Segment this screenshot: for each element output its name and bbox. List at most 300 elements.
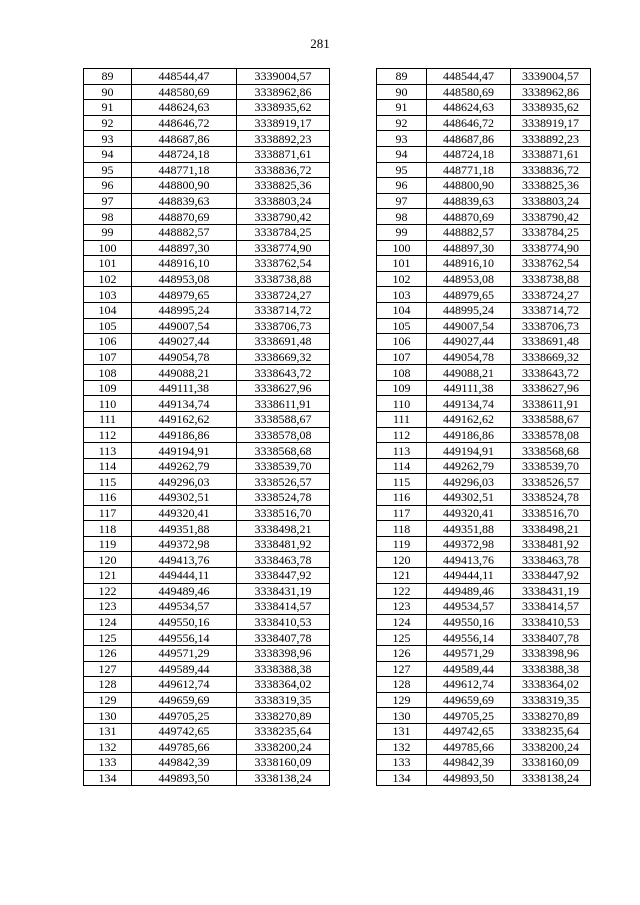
x-coordinate-cell: 448580,69	[427, 84, 511, 100]
point-number-cell: 93	[377, 131, 427, 147]
table-row	[84, 614, 330, 630]
point-number-cell: 90	[84, 84, 132, 100]
y-coordinate-cell: 3338724,27	[511, 287, 591, 303]
point-number-cell: 126	[84, 645, 132, 661]
point-number-cell: 96	[84, 178, 132, 194]
y-coordinate-cell: 3339004,57	[237, 69, 330, 85]
point-number-cell: 118	[377, 521, 427, 537]
x-coordinate-cell: 448839,63	[427, 193, 511, 209]
table-row	[84, 443, 330, 459]
x-coordinate-cell: 449054,78	[132, 349, 237, 365]
point-number-cell: 94	[377, 146, 427, 162]
x-coordinate-cell: 449320,41	[427, 505, 511, 521]
point-number-cell: 108	[84, 365, 132, 381]
point-number-cell: 132	[377, 739, 427, 755]
x-coordinate-cell: 448771,18	[132, 162, 237, 178]
y-coordinate-cell: 3338611,91	[237, 396, 330, 412]
point-number-cell: 111	[84, 412, 132, 428]
y-coordinate-cell: 3338588,67	[237, 412, 330, 428]
table-row	[84, 723, 330, 739]
y-coordinate-cell: 3338410,53	[511, 614, 591, 630]
point-number-cell: 95	[377, 162, 427, 178]
y-coordinate-cell: 3338539,70	[237, 458, 330, 474]
table-row	[377, 443, 591, 459]
table-row	[377, 380, 591, 396]
y-coordinate-cell: 3338919,17	[511, 115, 591, 131]
point-number-cell: 125	[84, 630, 132, 646]
x-coordinate-cell: 449444,11	[132, 568, 237, 584]
x-coordinate-cell: 449186,86	[427, 427, 511, 443]
y-coordinate-cell: 3338738,88	[511, 271, 591, 287]
y-coordinate-cell: 3338611,91	[511, 396, 591, 412]
table-row	[84, 131, 330, 147]
table-row	[84, 240, 330, 256]
x-coordinate-cell: 448979,65	[427, 287, 511, 303]
y-coordinate-cell: 3338762,54	[237, 256, 330, 272]
point-number-cell: 103	[84, 287, 132, 303]
table-row	[84, 568, 330, 584]
table-row	[84, 770, 330, 786]
y-coordinate-cell: 3338825,36	[511, 178, 591, 194]
y-coordinate-cell: 3338431,19	[237, 583, 330, 599]
table-row	[84, 69, 330, 85]
x-coordinate-cell: 449351,88	[427, 521, 511, 537]
point-number-cell: 121	[377, 568, 427, 584]
y-coordinate-cell: 3338691,48	[511, 334, 591, 350]
table-row	[377, 630, 591, 646]
x-coordinate-cell: 449489,46	[427, 583, 511, 599]
point-number-cell: 134	[377, 770, 427, 786]
table-row	[377, 302, 591, 318]
table-row	[84, 677, 330, 693]
point-number-cell: 120	[84, 552, 132, 568]
y-coordinate-cell: 3338447,92	[511, 568, 591, 584]
y-coordinate-cell: 3338319,35	[511, 692, 591, 708]
table-row	[84, 271, 330, 287]
x-coordinate-cell: 449589,44	[427, 661, 511, 677]
table-row	[377, 708, 591, 724]
y-coordinate-cell: 3338160,09	[511, 755, 591, 771]
table-row	[377, 193, 591, 209]
point-number-cell: 123	[84, 599, 132, 615]
table-row	[84, 380, 330, 396]
x-coordinate-cell: 449785,66	[132, 739, 237, 755]
table-row	[377, 521, 591, 537]
point-number-cell: 116	[84, 490, 132, 506]
y-coordinate-cell: 3338803,24	[237, 193, 330, 209]
x-coordinate-cell: 449007,54	[132, 318, 237, 334]
x-coordinate-cell: 449842,39	[132, 755, 237, 771]
table-row	[84, 630, 330, 646]
table-row	[84, 256, 330, 272]
table-body	[84, 69, 330, 786]
y-coordinate-cell: 3338398,96	[511, 645, 591, 661]
point-number-cell: 98	[377, 209, 427, 225]
point-number-cell: 125	[377, 630, 427, 646]
x-coordinate-cell: 449556,14	[132, 630, 237, 646]
x-coordinate-cell: 449194,91	[427, 443, 511, 459]
point-number-cell: 107	[84, 349, 132, 365]
table-row	[84, 146, 330, 162]
table-row	[84, 349, 330, 365]
point-number-cell: 119	[84, 536, 132, 552]
y-coordinate-cell: 3338431,19	[511, 583, 591, 599]
y-coordinate-cell: 3338516,70	[511, 505, 591, 521]
x-coordinate-cell: 449785,66	[427, 739, 511, 755]
table-row	[84, 458, 330, 474]
table-row	[377, 536, 591, 552]
point-number-cell: 104	[84, 302, 132, 318]
table-row	[377, 770, 591, 786]
table-row	[377, 755, 591, 771]
x-coordinate-cell: 449296,03	[427, 474, 511, 490]
table-row	[84, 334, 330, 350]
table-row	[377, 224, 591, 240]
point-number-cell: 126	[377, 645, 427, 661]
point-number-cell: 113	[377, 443, 427, 459]
x-coordinate-cell: 449162,62	[427, 412, 511, 428]
y-coordinate-cell: 3338714,72	[511, 302, 591, 318]
y-coordinate-cell: 3338539,70	[511, 458, 591, 474]
x-coordinate-cell: 449413,76	[427, 552, 511, 568]
point-number-cell: 127	[377, 661, 427, 677]
coordinates-table-left	[83, 68, 330, 786]
point-number-cell: 131	[377, 723, 427, 739]
y-coordinate-cell: 3338200,24	[237, 739, 330, 755]
x-coordinate-cell: 448897,30	[132, 240, 237, 256]
x-coordinate-cell: 448771,18	[427, 162, 511, 178]
x-coordinate-cell: 448953,08	[132, 271, 237, 287]
point-number-cell: 123	[377, 599, 427, 615]
x-coordinate-cell: 449054,78	[427, 349, 511, 365]
x-coordinate-cell: 448870,69	[427, 209, 511, 225]
x-coordinate-cell: 449162,62	[132, 412, 237, 428]
y-coordinate-cell: 3338568,68	[237, 443, 330, 459]
point-number-cell: 117	[84, 505, 132, 521]
table-row	[377, 100, 591, 116]
y-coordinate-cell: 3338627,96	[237, 380, 330, 396]
table-row	[377, 723, 591, 739]
coordinates-table-right	[376, 68, 591, 786]
point-number-cell: 127	[84, 661, 132, 677]
point-number-cell: 100	[377, 240, 427, 256]
y-coordinate-cell: 3338825,36	[237, 178, 330, 194]
y-coordinate-cell: 3338714,72	[237, 302, 330, 318]
y-coordinate-cell: 3338738,88	[237, 271, 330, 287]
y-coordinate-cell: 3338962,86	[237, 84, 330, 100]
point-number-cell: 101	[84, 256, 132, 272]
point-number-cell: 97	[84, 193, 132, 209]
table-row	[84, 692, 330, 708]
x-coordinate-cell: 449372,98	[132, 536, 237, 552]
x-coordinate-cell: 449534,57	[132, 599, 237, 615]
x-coordinate-cell: 449111,38	[132, 380, 237, 396]
table-row	[377, 583, 591, 599]
point-number-cell: 102	[377, 271, 427, 287]
table-row	[377, 365, 591, 381]
x-coordinate-cell: 449027,44	[132, 334, 237, 350]
x-coordinate-cell: 449134,74	[427, 396, 511, 412]
table-row	[377, 692, 591, 708]
x-coordinate-cell: 448687,86	[427, 131, 511, 147]
point-number-cell: 115	[84, 474, 132, 490]
point-number-cell: 114	[377, 458, 427, 474]
x-coordinate-cell: 449705,25	[132, 708, 237, 724]
x-coordinate-cell: 448544,47	[427, 69, 511, 85]
point-number-cell: 107	[377, 349, 427, 365]
table-row	[377, 599, 591, 615]
y-coordinate-cell: 3338138,24	[237, 770, 330, 786]
point-number-cell: 89	[377, 69, 427, 85]
x-coordinate-cell: 448724,18	[132, 146, 237, 162]
x-coordinate-cell: 448916,10	[132, 256, 237, 272]
y-coordinate-cell: 3338627,96	[511, 380, 591, 396]
table-row	[377, 645, 591, 661]
x-coordinate-cell: 449550,16	[132, 614, 237, 630]
table-row	[377, 178, 591, 194]
x-coordinate-cell: 448646,72	[427, 115, 511, 131]
point-number-cell: 113	[84, 443, 132, 459]
x-coordinate-cell: 449571,29	[427, 645, 511, 661]
y-coordinate-cell: 3338691,48	[237, 334, 330, 350]
y-coordinate-cell: 3338774,90	[511, 240, 591, 256]
y-coordinate-cell: 3338935,62	[237, 100, 330, 116]
x-coordinate-cell: 449893,50	[132, 770, 237, 786]
point-number-cell: 108	[377, 365, 427, 381]
table-row	[84, 536, 330, 552]
y-coordinate-cell: 3338319,35	[237, 692, 330, 708]
point-number-cell: 109	[377, 380, 427, 396]
x-coordinate-cell: 448646,72	[132, 115, 237, 131]
point-number-cell: 90	[377, 84, 427, 100]
y-coordinate-cell: 3338463,78	[511, 552, 591, 568]
point-number-cell: 105	[377, 318, 427, 334]
table-row	[377, 474, 591, 490]
y-coordinate-cell: 3338481,92	[237, 536, 330, 552]
page-number: 281	[310, 36, 330, 51]
y-coordinate-cell: 3338784,25	[237, 224, 330, 240]
x-coordinate-cell: 449111,38	[427, 380, 511, 396]
x-coordinate-cell: 449550,16	[427, 614, 511, 630]
y-coordinate-cell: 3338706,73	[237, 318, 330, 334]
point-number-cell: 112	[84, 427, 132, 443]
point-number-cell: 112	[377, 427, 427, 443]
point-number-cell: 96	[377, 178, 427, 194]
y-coordinate-cell: 3338784,25	[511, 224, 591, 240]
y-coordinate-cell: 3338790,42	[237, 209, 330, 225]
x-coordinate-cell: 449413,76	[132, 552, 237, 568]
point-number-cell: 110	[84, 396, 132, 412]
table-row	[377, 614, 591, 630]
x-coordinate-cell: 449134,74	[132, 396, 237, 412]
y-coordinate-cell: 3338524,78	[237, 490, 330, 506]
x-coordinate-cell: 449262,79	[427, 458, 511, 474]
table-row	[377, 505, 591, 521]
table-row	[84, 396, 330, 412]
x-coordinate-cell: 449302,51	[132, 490, 237, 506]
y-coordinate-cell: 3338463,78	[237, 552, 330, 568]
table-row	[84, 661, 330, 677]
point-number-cell: 131	[84, 723, 132, 739]
table-row	[377, 661, 591, 677]
y-coordinate-cell: 3338235,64	[511, 723, 591, 739]
point-number-cell: 92	[84, 115, 132, 131]
x-coordinate-cell: 449007,54	[427, 318, 511, 334]
table-row	[84, 178, 330, 194]
x-coordinate-cell: 449705,25	[427, 708, 511, 724]
point-number-cell: 93	[84, 131, 132, 147]
point-number-cell: 92	[377, 115, 427, 131]
x-coordinate-cell: 448995,24	[427, 302, 511, 318]
point-number-cell: 133	[84, 755, 132, 771]
table-row	[377, 318, 591, 334]
point-number-cell: 120	[377, 552, 427, 568]
table-row	[377, 162, 591, 178]
point-number-cell: 122	[84, 583, 132, 599]
point-number-cell: 99	[377, 224, 427, 240]
table-row	[377, 256, 591, 272]
y-coordinate-cell: 3338643,72	[511, 365, 591, 381]
x-coordinate-cell: 448870,69	[132, 209, 237, 225]
table-row	[377, 412, 591, 428]
point-number-cell: 94	[84, 146, 132, 162]
x-coordinate-cell: 448882,57	[427, 224, 511, 240]
x-coordinate-cell: 449088,21	[427, 365, 511, 381]
x-coordinate-cell: 449612,74	[132, 677, 237, 693]
y-coordinate-cell: 3338892,23	[237, 131, 330, 147]
x-coordinate-cell: 449194,91	[132, 443, 237, 459]
y-coordinate-cell: 3338578,08	[511, 427, 591, 443]
table-row	[84, 427, 330, 443]
table-row	[377, 69, 591, 85]
table-row	[377, 115, 591, 131]
y-coordinate-cell: 3338414,57	[237, 599, 330, 615]
point-number-cell: 100	[84, 240, 132, 256]
table-row	[84, 708, 330, 724]
point-number-cell: 111	[377, 412, 427, 428]
table-row	[84, 645, 330, 661]
y-coordinate-cell: 3338526,57	[237, 474, 330, 490]
table-row	[84, 583, 330, 599]
x-coordinate-cell: 449351,88	[132, 521, 237, 537]
x-coordinate-cell: 449444,11	[427, 568, 511, 584]
y-coordinate-cell: 3338669,32	[237, 349, 330, 365]
x-coordinate-cell: 449320,41	[132, 505, 237, 521]
y-coordinate-cell: 3338706,73	[511, 318, 591, 334]
table-row	[84, 505, 330, 521]
table-row	[377, 84, 591, 100]
y-coordinate-cell: 3338516,70	[237, 505, 330, 521]
point-number-cell: 109	[84, 380, 132, 396]
y-coordinate-cell: 3338388,38	[237, 661, 330, 677]
y-coordinate-cell: 3338398,96	[237, 645, 330, 661]
x-coordinate-cell: 448624,63	[427, 100, 511, 116]
table-row	[84, 474, 330, 490]
y-coordinate-cell: 3338364,02	[237, 677, 330, 693]
table-row	[377, 552, 591, 568]
x-coordinate-cell: 448687,86	[132, 131, 237, 147]
table-row	[84, 209, 330, 225]
point-number-cell: 106	[84, 334, 132, 350]
table-row	[84, 302, 330, 318]
y-coordinate-cell: 3338526,57	[511, 474, 591, 490]
point-number-cell: 119	[377, 536, 427, 552]
point-number-cell: 98	[84, 209, 132, 225]
point-number-cell: 134	[84, 770, 132, 786]
table-row	[84, 412, 330, 428]
point-number-cell: 91	[84, 100, 132, 116]
y-coordinate-cell: 3338388,38	[511, 661, 591, 677]
table-row	[84, 115, 330, 131]
point-number-cell: 95	[84, 162, 132, 178]
y-coordinate-cell: 3338200,24	[511, 739, 591, 755]
y-coordinate-cell: 3338235,64	[237, 723, 330, 739]
x-coordinate-cell: 448953,08	[427, 271, 511, 287]
y-coordinate-cell: 3338892,23	[511, 131, 591, 147]
y-coordinate-cell: 3338935,62	[511, 100, 591, 116]
y-coordinate-cell: 3338160,09	[237, 755, 330, 771]
point-number-cell: 116	[377, 490, 427, 506]
x-coordinate-cell: 448882,57	[132, 224, 237, 240]
point-number-cell: 128	[84, 677, 132, 693]
x-coordinate-cell: 448624,63	[132, 100, 237, 116]
x-coordinate-cell: 449302,51	[427, 490, 511, 506]
table-row	[84, 100, 330, 116]
y-coordinate-cell: 3338588,67	[511, 412, 591, 428]
y-coordinate-cell: 3338414,57	[511, 599, 591, 615]
table-row	[377, 349, 591, 365]
x-coordinate-cell: 448800,90	[132, 178, 237, 194]
x-coordinate-cell: 448897,30	[427, 240, 511, 256]
x-coordinate-cell: 449027,44	[427, 334, 511, 350]
point-number-cell: 124	[377, 614, 427, 630]
y-coordinate-cell: 3338762,54	[511, 256, 591, 272]
table-row	[377, 677, 591, 693]
x-coordinate-cell: 448995,24	[132, 302, 237, 318]
table-row	[377, 568, 591, 584]
x-coordinate-cell: 448979,65	[132, 287, 237, 303]
table-row	[84, 162, 330, 178]
y-coordinate-cell: 3338919,17	[237, 115, 330, 131]
table-row	[84, 287, 330, 303]
table-row	[84, 552, 330, 568]
y-coordinate-cell: 3338669,32	[511, 349, 591, 365]
point-number-cell: 130	[84, 708, 132, 724]
x-coordinate-cell: 448839,63	[132, 193, 237, 209]
table-row	[377, 490, 591, 506]
y-coordinate-cell: 3338790,42	[511, 209, 591, 225]
y-coordinate-cell: 3338578,08	[237, 427, 330, 443]
x-coordinate-cell: 449186,86	[132, 427, 237, 443]
y-coordinate-cell: 3338364,02	[511, 677, 591, 693]
y-coordinate-cell: 3338410,53	[237, 614, 330, 630]
point-number-cell: 130	[377, 708, 427, 724]
x-coordinate-cell: 449612,74	[427, 677, 511, 693]
y-coordinate-cell: 3338871,61	[511, 146, 591, 162]
y-coordinate-cell: 3338803,24	[511, 193, 591, 209]
y-coordinate-cell: 3338524,78	[511, 490, 591, 506]
table-row	[377, 739, 591, 755]
point-number-cell: 102	[84, 271, 132, 287]
table-row	[377, 287, 591, 303]
y-coordinate-cell: 3338498,21	[511, 521, 591, 537]
y-coordinate-cell: 3338962,86	[511, 84, 591, 100]
x-coordinate-cell: 449489,46	[132, 583, 237, 599]
y-coordinate-cell: 3338407,78	[511, 630, 591, 646]
y-coordinate-cell: 3338270,89	[237, 708, 330, 724]
x-coordinate-cell: 449262,79	[132, 458, 237, 474]
point-number-cell: 128	[377, 677, 427, 693]
